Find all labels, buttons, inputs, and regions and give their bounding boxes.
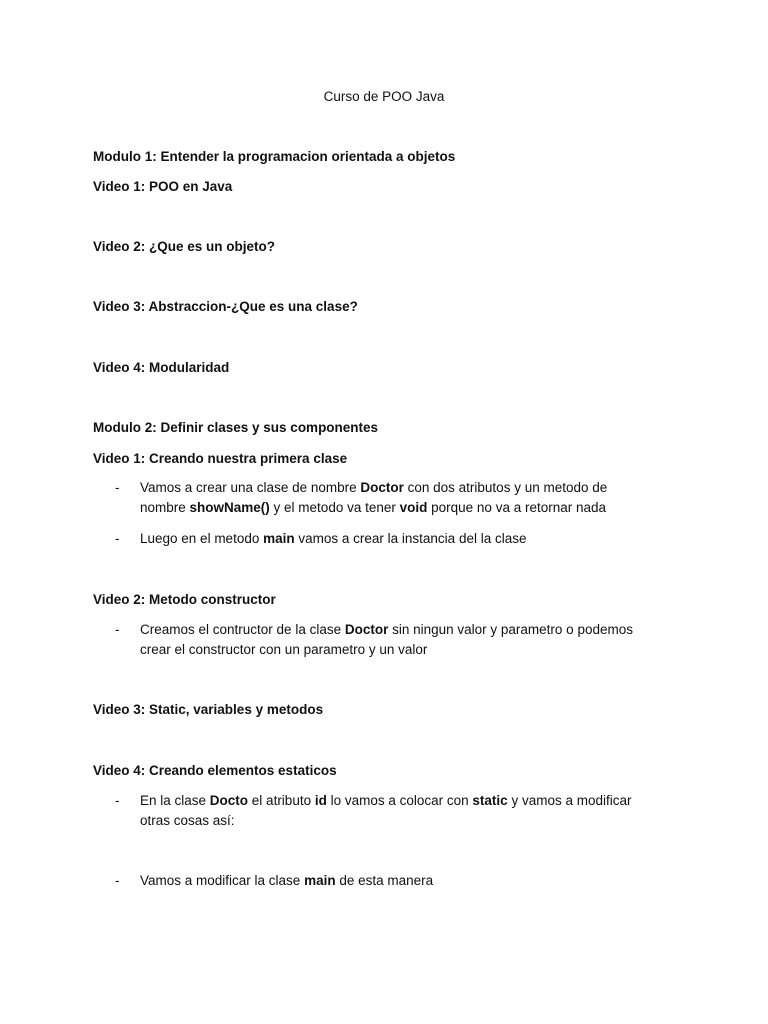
bullet-line: otras cosas así: xyxy=(140,813,235,828)
bullet-dash: - xyxy=(115,531,120,546)
module-1-video-4: Video 4: Modularidad xyxy=(93,360,230,375)
module-1-video-1: Video 1: POO en Java xyxy=(93,179,233,194)
bullet-line: nombre showName() y el metodo va tener void porque no va a retornar nada xyxy=(140,500,607,515)
bullet-line: Luego en el metodo main vamos a crear la instancia del la clase xyxy=(140,531,527,546)
module-2-video-1-heading: Video 1: Creando nuestra primera clase xyxy=(93,451,348,466)
module-1-video-2: Video 2: ¿Que es un objeto? xyxy=(93,239,276,254)
bullet-dash: - xyxy=(115,873,120,888)
module-2-video-2-heading: Video 2: Metodo constructor xyxy=(93,592,276,607)
bullet-dash: - xyxy=(115,622,120,637)
bullet-dash: - xyxy=(115,793,120,808)
bullet-line: Vamos a modificar la clase main de esta manera xyxy=(140,873,434,888)
bullet-dash: - xyxy=(115,480,120,495)
bullet-line: Vamos a crear una clase de nombre Doctor con dos atributos y un metodo de xyxy=(140,480,608,495)
bullet-line: crear el constructor con un parametro y un valor xyxy=(140,642,428,657)
module-2-video-4-heading: Video 4: Creando elementos estaticos xyxy=(93,763,337,778)
module-2-video-3-heading: Video 3: Static, variables y metodos xyxy=(93,702,324,717)
document-title: Curso de POO Java xyxy=(323,89,445,104)
module-1-video-3: Video 3: Abstraccion-¿Que es una clase? xyxy=(93,299,358,314)
bullet-line: En la clase Docto el atributo id lo vamos a colocar con static y vamos a modificar xyxy=(140,793,632,808)
module-2-heading: Modulo 2: Definir clases y sus componentes xyxy=(93,420,379,435)
bullet-line: Creamos el contructor de la clase Doctor sin ningun valor y parametro o podemos xyxy=(140,622,633,637)
module-1-heading: Modulo 1: Entender la programacion orientada a objetos xyxy=(93,149,456,164)
